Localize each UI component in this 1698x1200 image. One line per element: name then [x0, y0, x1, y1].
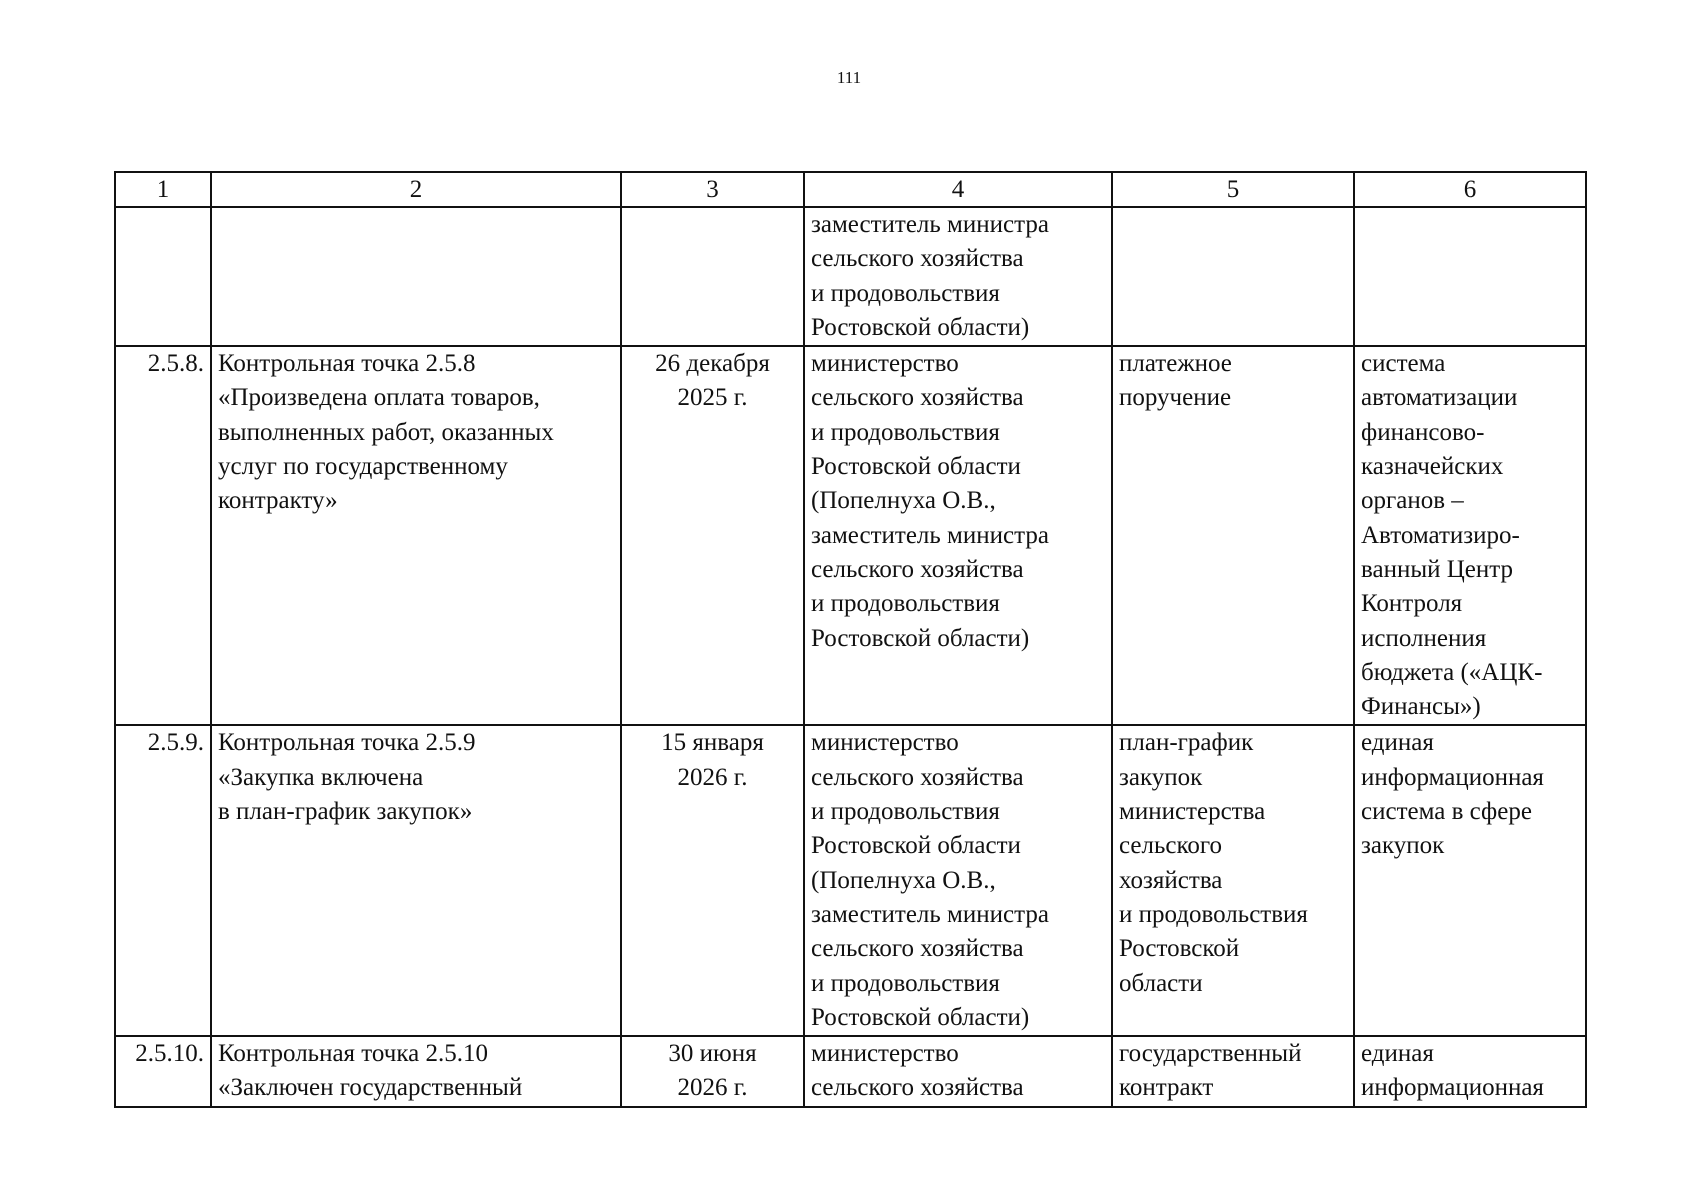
header-col-5: 5	[1112, 172, 1354, 207]
header-col-4: 4	[804, 172, 1112, 207]
row-responsible: министерство сельского хозяйства и продовольствия Ростовской области (Попелнуха О.В., заместитель министра сельского хозяйства и продовольствия Ростовской области)	[804, 725, 1112, 1036]
row-document: план-график закупок министерства сельского хозяйства и продовольствия Ростовской области	[1112, 725, 1354, 1036]
row-number: 2.5.10.	[115, 1036, 211, 1107]
table-body	[115, 207, 1586, 1107]
row-document: платежное поручение	[1112, 346, 1354, 725]
row-system: единая информационная система в сфере закупок	[1354, 725, 1586, 1036]
row-description: Контрольная точка 2.5.8 «Произведена оплата товаров, выполненных работ, оказанных услуг по государственному контракту»	[211, 346, 621, 725]
table-row	[115, 1036, 1586, 1107]
row-document: государственный контракт	[1112, 1036, 1354, 1107]
row-number: 2.5.8.	[115, 346, 211, 725]
row-date: 26 декабря 2025 г.	[621, 346, 804, 725]
header-col-2: 2	[211, 172, 621, 207]
page-number: 111	[836, 68, 862, 87]
row-description	[211, 207, 621, 346]
table-row	[115, 346, 1586, 725]
header-col-6: 6	[1354, 172, 1586, 207]
row-number	[115, 207, 211, 346]
row-date: 30 июня 2026 г.	[621, 1036, 804, 1107]
row-system	[1354, 207, 1586, 346]
row-description: Контрольная точка 2.5.9 «Закупка включена в план-график закупок»	[211, 725, 621, 1036]
table-row	[115, 207, 1586, 346]
header-col-3: 3	[621, 172, 804, 207]
control-points-table	[114, 171, 1587, 1108]
table-header	[115, 172, 1586, 207]
row-system: единая информационная	[1354, 1036, 1586, 1107]
row-responsible: министерство сельского хозяйства и продовольствия Ростовской области (Попелнуха О.В., заместитель министра сельского хозяйства и продовольствия Ростовской области)	[804, 346, 1112, 725]
row-responsible: министерство сельского хозяйства	[804, 1036, 1112, 1107]
row-date: 15 января 2026 г.	[621, 725, 804, 1036]
row-document	[1112, 207, 1354, 346]
row-responsible: заместитель министра сельского хозяйства и продовольствия Ростовской области)	[804, 207, 1112, 346]
row-date	[621, 207, 804, 346]
row-system: система автоматизации финансово- казначейских органов – Автоматизиро- ванный Центр Контроля исполнения бюджета («АЦК- Финансы»)	[1354, 346, 1586, 725]
header-row	[115, 172, 1586, 207]
row-number: 2.5.9.	[115, 725, 211, 1036]
header-col-1: 1	[115, 172, 211, 207]
table-row	[115, 725, 1586, 1036]
row-description: Контрольная точка 2.5.10 «Заключен государственный	[211, 1036, 621, 1107]
